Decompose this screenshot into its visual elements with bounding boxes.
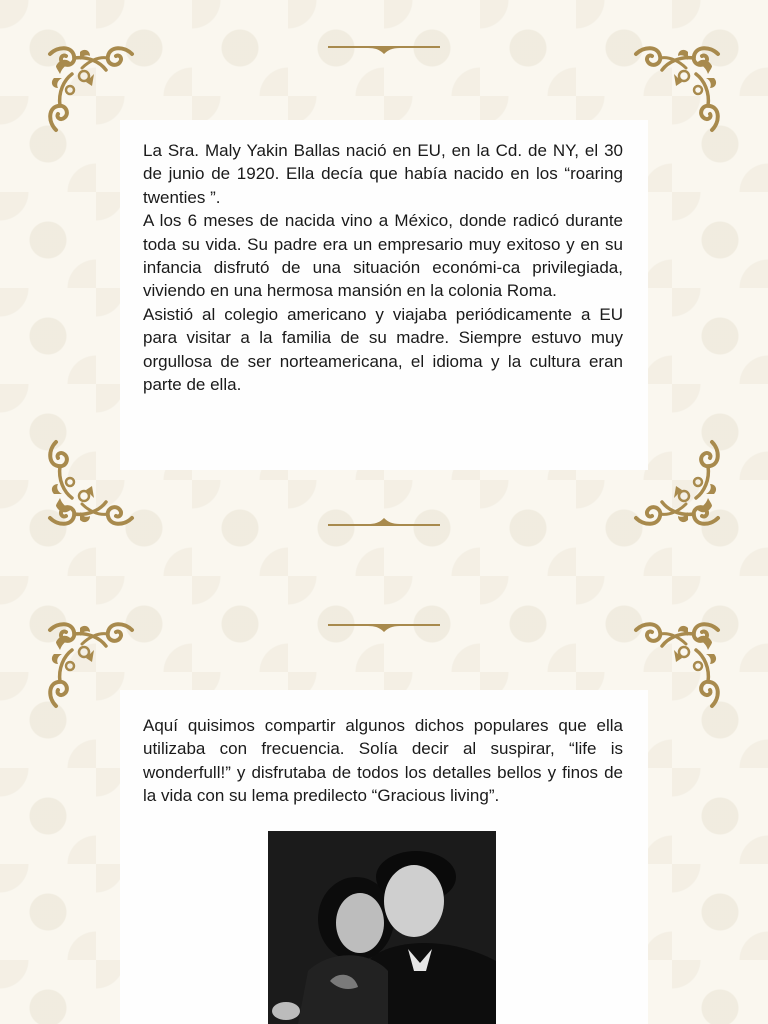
ornament-divider-icon [328, 42, 440, 54]
sayings-text [143, 714, 623, 808]
flourish-corner-icon [46, 438, 136, 528]
flourish-corner-icon [632, 438, 722, 528]
paragraph: Asistió al colegio americano y viajaba periódicamente a EU para visitar a la familia de su madre. Siempre estuvo muy orgullosa de ser norteamericana, el idioma y la cultura eran parte de ella. [143, 304, 623, 395]
paragraph: A los 6 meses de nacida vino a México, donde radicó durante toda su vida. Su padre era un empresario muy exitoso y en su infancia disfrutó de una situación económi-ca privilegiada, viviendo en una hermosa mansión en la colonia Roma. [143, 211, 623, 301]
flourish-corner-icon [46, 44, 136, 134]
flourish-corner-icon [46, 620, 136, 710]
paragraph: La Sra. Maly Yakin Ballas nació en EU, en la Cd. de NY, el 30 de junio de 1920. Ella decía que había nacido en los “roaring twenties ”. [143, 141, 623, 207]
ornament-divider-icon [328, 518, 440, 530]
flourish-corner-icon [632, 44, 722, 134]
paragraph: Aquí quisimos compartir algunos dichos populares que ella utilizaba con frecuencia. Solía decir al suspirar, “life is wonderfull!” y disfrutaba de todos los detalles bellos y finos de la vida con su lema predilecto “Gracious living”. [143, 716, 623, 806]
flourish-corner-icon [632, 620, 722, 710]
biography-text [143, 139, 623, 396]
couple-photo [268, 831, 496, 1024]
ornament-divider-icon [328, 620, 440, 632]
